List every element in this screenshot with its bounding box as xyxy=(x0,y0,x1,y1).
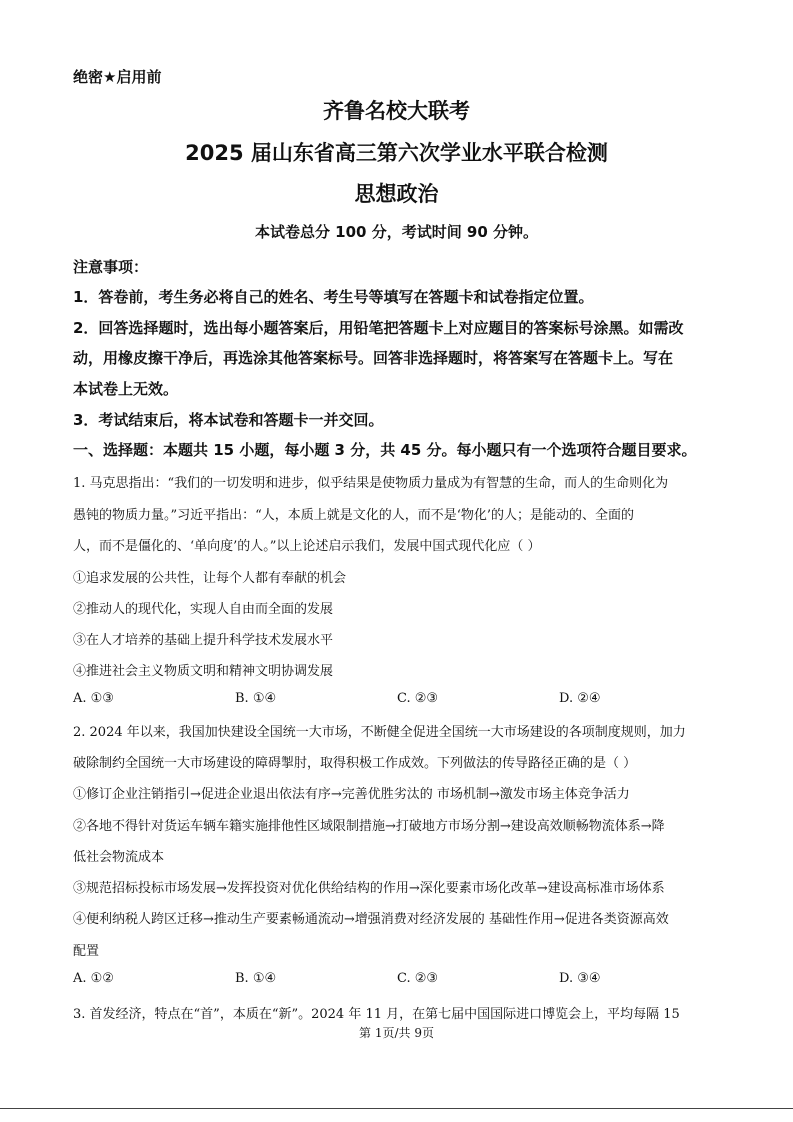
q1-statement-3: ③在人才培养的基础上提升科学技术发展水平 xyxy=(73,633,334,648)
q2-option-c: C. ②③ xyxy=(397,971,439,986)
q2-statement-4-line-1: ④便利纳税人跨区迁移→推动生产要素畅通流动→增强消费对经济发展的 基础性作用→促进各类资源高效 xyxy=(73,912,669,927)
q2-stem-line-2: 破除制约全国统一大市场建设的障碍掣肘，取得积极工作成效。下列做法的传导路径正确的是（ ） xyxy=(73,756,637,771)
q3-stem-line-1: 3. 首发经济，特点在“首”，本质在“新”。2024 年 11 月，在第七届中国国际进口博览会上，平均每隔 15 xyxy=(73,1007,680,1022)
bottom-divider xyxy=(0,1108,793,1109)
q1-stem-line-3: 人，而不是僵化的、‘单向度’的人。”以上论述启示我们，发展中国式现代化应（ ） xyxy=(73,539,541,554)
q2-statement-4-line-2: 配置 xyxy=(73,944,100,959)
exam-full-title: 2025 届山东省高三第六次学业水平联合检测 xyxy=(185,141,608,165)
subject-title: 思想政治 xyxy=(354,182,439,206)
q1-option-a: A. ①③ xyxy=(73,691,114,706)
confidential-label: 绝密★启用前 xyxy=(73,68,162,86)
q1-statement-4: ④推进社会主义物质文明和精神文明协调发展 xyxy=(73,664,334,679)
page-number: 第 1页/共 9页 xyxy=(359,1026,434,1040)
score-info: 本试卷总分 100 分，考试时间 90 分钟。 xyxy=(254,223,539,241)
q1-option-d: D. ②④ xyxy=(559,691,601,706)
q2-stem-line-1: 2. 2024 年以来，我国加快建设全国统一大市场，不断健全促进全国统一大市场建设的各项制度规则，加力 xyxy=(73,725,686,740)
q2-option-a: A. ①② xyxy=(73,971,114,986)
note-2-line-3: 本试卷上无效。 xyxy=(73,380,179,398)
note-2-line-1: 2．回答选择题时，选出每小题答案后，用铅笔把答题卡上对应题目的答案标号涂黑。如需改 xyxy=(73,319,684,337)
q1-option-c: C. ②③ xyxy=(397,691,439,706)
q2-statement-3: ③规范招标投标市场发展→发挥投资对优化供给结构的作用→深化要素市场化改革→建设高标准市场体系 xyxy=(73,881,665,896)
notes-title: 注意事项： xyxy=(73,258,149,276)
q2-statement-2-line-2: 低社会物流成本 xyxy=(73,850,165,865)
note-3: 3．考试结束后，将本试卷和答题卡一并交回。 xyxy=(73,411,384,429)
exam-name: 齐鲁名校大联考 xyxy=(323,99,470,123)
q2-statement-1: ①修订企业注销指引→促进企业退出依法有序→完善优胜劣汰的 市场机制→激发市场主体竞争活力 xyxy=(73,787,630,802)
q1-stem-line-1: 1. 马克思指出：“我们的一切发明和进步，似乎结果是使物质力量成为有智慧的生命，而人的生命则化为 xyxy=(73,476,669,491)
q2-option-d: D. ③④ xyxy=(559,971,601,986)
q2-option-b: B. ①④ xyxy=(235,971,277,986)
q1-statement-2: ②推动人的现代化，实现人自由而全面的发展 xyxy=(73,602,334,617)
section-1-title: 一、选择题：本题共 15 小题，每小题 3 分，共 45 分。每小题只有一个选项符合题目要求。 xyxy=(73,441,697,459)
note-2-line-2: 动，用橡皮擦干净后，再选涂其他答案标号。回答非选择题时，将答案写在答题卡上。写在 xyxy=(73,349,674,367)
q1-statement-1: ①追求发展的公共性，让每个人都有奉献的机会 xyxy=(73,571,347,586)
q1-stem-line-2: 愚钝的物质力量。”习近平指出：“人，本质上就是文化的人，而不是‘物化’的人；是能动的、全面的 xyxy=(73,508,635,523)
q1-option-b: B. ①④ xyxy=(235,691,277,706)
q2-statement-2-line-1: ②各地不得针对货运车辆车籍实施排他性区域限制措施→打破地方市场分割→建设高效顺畅物流体系→降 xyxy=(73,819,665,834)
note-1: 1．答卷前，考生务必将自己的姓名、考生号等填写在答题卡和试卷指定位置。 xyxy=(73,288,594,306)
